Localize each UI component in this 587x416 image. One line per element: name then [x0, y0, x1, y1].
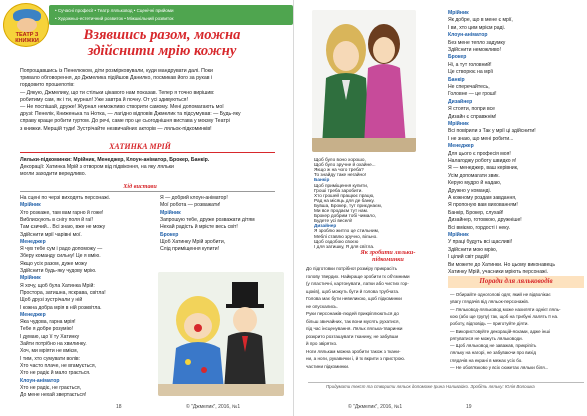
script-line: Я пропоную вам вихованням! — [448, 202, 518, 209]
tips-title-band — [448, 276, 584, 288]
dolls-how-to-title: Як зробити ляльки-підкоминки — [360, 249, 416, 263]
footer-right: © "Джмелик", 2016, №1 — [348, 404, 403, 410]
script-line: Щоб було воно хорошо, — [314, 157, 366, 162]
script-line: Хто часто плаче, не вгамується, — [20, 362, 97, 369]
dolls-text-line: розкрито розташувати тканину, не забувши — [306, 333, 399, 339]
speaker-name: Мрійник — [448, 121, 469, 127]
script-line: Меблі ставлю зручно, вільно. — [314, 233, 378, 239]
tip-line: — Щоб ляльковод не заважав, прикріпіть — [450, 343, 537, 349]
script-line: До мене нехай звертається! — [20, 392, 87, 399]
script-line: Хто розкаже, там вам гарно й гоже! — [20, 209, 104, 216]
script-line: Хоч, ми мріяти не вмієм, — [20, 348, 78, 355]
script-line: Гроші треба заробити. — [314, 187, 363, 193]
script-line: Ви можете до Хатинки. Но цьому виконавець — [448, 261, 555, 268]
tip-line: — Обирайте одноголові одяг, який не відволікає — [450, 292, 551, 297]
script-line: Яка чудова, гарна мрія! — [20, 319, 76, 326]
script-line: Налагоджу роботу швидко я! — [448, 158, 517, 164]
speaker-name: Мрійник — [160, 209, 181, 216]
script-line: Я зроблю житло це стильним, — [314, 228, 380, 234]
script-line: Там єзичий... Всі знаю, вже не можу — [20, 224, 106, 231]
tip-line: роботу, відповідь — приготуйте діяти. — [450, 321, 529, 327]
script-line: Слід приміщення купити! — [160, 246, 220, 253]
script-line: Щоб оздобою своєю — [314, 238, 359, 244]
dolls-text-line: частини підкоминки. — [306, 363, 350, 369]
script-line: Рад на місяць для де банку. — [314, 197, 375, 203]
dolls-photo-right — [312, 10, 416, 152]
script-line: Дизайнер, готовкою, дружніше! — [448, 217, 522, 224]
speaker-name: Брокер — [448, 54, 467, 61]
script-line: Дружно у команді. — [448, 187, 492, 194]
script-line: У праці будуть всі щасливі! — [448, 239, 513, 246]
cast-line: могли заходити вередливо. — [20, 171, 87, 178]
clown-and-manager-dolls-icon — [158, 272, 284, 396]
dolls-text-line: Ноги лялькам можна зробити також з ткани- — [306, 348, 401, 354]
script-line: І для затишку, Я для світла. — [314, 243, 375, 249]
script-line: Зберу команду сильну! Це я вмію. — [20, 253, 101, 260]
script-line: Нехай радість й мрієте весь світ! — [160, 224, 238, 231]
dolls-photo-left — [158, 272, 284, 396]
script-line: Всі повірили з Так у мрії ці здійснити! — [448, 128, 536, 135]
script-line: Для цього є професія моя! — [448, 150, 511, 157]
speaker-name: Клоун-аніматор — [448, 32, 488, 39]
intro-line: Попрощавшись із Пенелюком, діти розмірковували, куди мандрувати далі. Поки — [20, 68, 213, 74]
script-line: На сцені по черзі виходять персонажі. — [20, 195, 111, 201]
script-line: Будете усі веселі! — [314, 218, 353, 224]
script-line: Запрошую тебе, друже розважати дітям — [160, 216, 255, 223]
script-line: Керую мудро й надаю, — [448, 180, 502, 187]
speaker-name: Клоун-аніматор — [20, 377, 60, 384]
script-line: Якщо усіх разом, дуже можу — [20, 260, 87, 267]
speaker-name: Банкір — [314, 177, 330, 183]
tip-line: — Ляльковод-ляльковод може нахиляти однієї ляль- — [450, 306, 561, 312]
script-line: Хто не радіє, не грається, — [20, 384, 82, 391]
cast-line: Декорації: Хатинка Мрій з отвором від підвіконня, на яку ляльки — [20, 164, 174, 171]
intro-line: гордовито прошепотів: — [20, 82, 75, 89]
speaker-name: Мрійник — [448, 10, 469, 16]
script-line: Щоб було зручне й охайне... — [314, 162, 376, 168]
banker-and-designer-dolls-icon — [312, 10, 416, 152]
script-line: І ви, хто цим мрієм раді. — [448, 24, 506, 31]
play-title: ХАТИНКА МРІЙ — [109, 142, 171, 151]
script-line: Виблискують в снігу поля й гаї! — [20, 216, 93, 223]
intro-line: тривало обговорення, до Джмелика підійшов Данилко, посмикав його за рукав і — [20, 75, 213, 82]
script-line: Я — добрий клоун-аніматор! — [160, 195, 228, 201]
intro-line: з книжки. Мерщій туди! Зустрічайте незвичайних акторів — ляльок-підкоминків! — [20, 125, 212, 132]
intro-line: — Дякую, Джмелику, що ти стільки цікавого нам показав. Тепер я точно вирішив: — [20, 89, 215, 96]
script-line: Банкір, Брокер, слухай! — [448, 209, 504, 216]
rubric-line-1: • Сучасні професії • Театр ляльковод • Сценічні прийоми — [55, 8, 174, 13]
intro-line: — Не поспішай, друже! Журнал неможливо створити самому. Мені допомагають мої — [20, 104, 224, 110]
script-line: Всі вміємо, гордості і неку. — [448, 224, 510, 231]
script-line: Ми все продаєм тут нам. — [314, 208, 369, 213]
intro-line: справу краще робити гуртом. До речі, саме про це сьогоднішня вистава у моєму Театрі — [20, 118, 230, 125]
script-line: Я чув тебе сум і радо допоможу — — [20, 246, 103, 253]
speaker-name: Мрійник — [20, 202, 41, 209]
tip-line: ляльку на нагорі, не забуваючи про вихід — [450, 350, 537, 356]
script-line: Це створює на мрії — [448, 69, 493, 76]
script-line: Щоб друзі зустрічали у ній — [20, 297, 83, 304]
script-line: І думаю, що її ту Хатинку — [20, 333, 80, 340]
script-line: Мої робота — розважати! — [160, 202, 221, 209]
script-line: Я стояти, попри все — [448, 106, 495, 113]
script-line: Зайти потрібно на хвилинку. — [20, 341, 87, 347]
script-line: Головне — це гроші! — [448, 91, 497, 98]
script-line: Усім допомагати звик. — [448, 172, 500, 179]
speaker-name: Менеджер — [448, 143, 474, 150]
script-line: Як добре, що в мене є мрії, — [448, 17, 513, 24]
dolls-text-line: (у пластичні, картонувати, латки або чистих гор- — [306, 281, 409, 286]
script-line: Якщо ж на чого треба? — [314, 167, 364, 173]
act-rule — [20, 191, 275, 192]
dolls-text-line: більш звичайних, так вони мусять рухатися, — [306, 318, 400, 324]
speaker-name: Мрійник — [448, 232, 469, 238]
rubric-bar — [49, 5, 293, 25]
dolls-text-line: Голова має бути невеликою, щоб підкоминки — [306, 296, 402, 301]
dolls-text-line: щоків), щоб можуть бути й голова трубчата. — [306, 288, 400, 294]
script-line: Хто грошей пращює працю, — [314, 192, 375, 198]
script-line: Простора, затишна, яскрава, світла! — [20, 289, 106, 296]
dolls-text-line: не опускались. — [306, 303, 338, 309]
script-line: Не сперечайтесь, — [448, 84, 490, 90]
tip-line: — Використовуйте декорацій-ясками, адже інші — [450, 328, 550, 334]
tip-line: — Не обов'язково у всіх сюжетах ляльки біля... — [450, 365, 549, 370]
script-line: Щоб Хатинку Мрій зробити, — [160, 238, 226, 245]
dolls-text-line: під час інсценування. Ляльк лялька-тваринки — [306, 326, 403, 331]
page-number-left: 18 — [116, 404, 122, 410]
script-line: Я — менеджер, ваш керівник, — [448, 165, 519, 172]
theatre-logo — [3, 3, 49, 47]
script-line: Я хочу, щоб була Хатинка Мрій: — [20, 282, 95, 289]
intro-line: друзі: Пенелік, Книженька та Нотка, — лагідно відповів Джмелик та підсумував: — Будь-яку — [20, 111, 241, 118]
script-line: Тебе я добре розумію! — [20, 326, 73, 333]
footer-left: © "Джмелик", 2016, №1 — [186, 404, 241, 410]
speaker-name: Дизайнер — [448, 98, 473, 105]
script-line: І кожна добра мрія в ній розквітла. — [20, 304, 102, 311]
intro-line: робитиму сам, як і ти, журнал! Уже завтра й почну. От усі здивуються! — [20, 96, 188, 103]
dolls-text-line: Руки персонажів-людей прикріплюються до — [306, 311, 399, 316]
speaker-name: Банкір — [448, 76, 465, 83]
dolls-text-line: голову твердих. Найкраще зробити їх об'ємними — [306, 273, 410, 279]
page-title: Взявшись разом, можна здійснити мрію кожну — [83, 27, 241, 59]
speaker-name: Менеджер — [20, 238, 46, 245]
tips-title: Поради для ляльководів — [479, 277, 553, 285]
script-line: Хто не радіє й мало грається. — [20, 370, 91, 377]
script-line: І не знаю, що мені робити... — [448, 135, 514, 142]
script-line: Здійснити мою мрію, — [448, 246, 498, 253]
speaker-name: Дизайнер — [314, 223, 337, 229]
credit-line: Придумати текст та створити ляльок допоможе Ірина Наливайко. Зробіть ляльку: Юлія Волошка — [326, 384, 535, 389]
script-line: Ні, а тут головний! — [448, 61, 492, 68]
script-line: Брокер добрим тобі чимало, — [314, 213, 377, 219]
page-fold — [293, 0, 294, 416]
rubric-line-2: • Художньо-естетичний розвиток • Міжшкільний розвиток — [55, 16, 174, 21]
script-line: Здійснити мрії чарівні мої. — [20, 231, 82, 238]
script-line: Дизайн є справжнім! — [448, 113, 497, 120]
tip-line: увагу глядачів від ляльок-персонажів. — [450, 299, 530, 305]
speaker-name: Брокер — [160, 231, 179, 238]
script-line: Хатинку Мрій, учасники мріють персонажі. — [448, 269, 549, 275]
speaker-name: Менеджер — [20, 311, 46, 318]
script-line: Без мене тепло задумку — [448, 39, 506, 46]
cast-line: Ляльки-підкоминки: Мрійник, Менеджер, Клоун-аніматор, Брокер, Банкір. — [20, 157, 210, 163]
act-title: Хід вистави — [123, 183, 157, 190]
script-line: Здійснити неможливо! — [448, 47, 501, 53]
script-line: Щоб приміщення купити, — [314, 182, 369, 188]
script-line: І тим, хто сумувати волів: — [20, 355, 81, 362]
credit-rule — [308, 382, 584, 383]
speaker-name: Мрійник — [20, 275, 41, 282]
dolls-text-line: До підготовки потрібної розміру прикрасіть — [306, 266, 397, 271]
script-line: А кожному роздам завдання, — [448, 195, 517, 201]
logo-text: ТЕАТР З КНИЖКИ — [15, 32, 39, 44]
script-line: Здійснити будь-яку чудову мрію. — [20, 268, 97, 274]
page-number-right: 19 — [466, 404, 472, 410]
script-line: Бувша, Брокер, тут приєднаєм, — [314, 202, 382, 208]
dolls-text-line: й про звірятко. — [306, 341, 338, 346]
tip-line: кою (або ще групу) так, щоб на трибуні лалять її на. — [450, 313, 559, 319]
play-rule — [20, 152, 275, 153]
logo-face-icon — [17, 18, 37, 32]
tip-line: глядачів на екрані в межах усіх бо. — [450, 357, 523, 363]
dolls-text-line: ни, а ноги, рукавички і, й їх вкрити з пристрою. — [306, 356, 406, 361]
script-line: То знайду таке негайно! — [314, 172, 366, 178]
tip-line: рятуватися не можуть ляльководи. — [450, 335, 523, 341]
script-line: І цілий світ радій! — [448, 254, 490, 261]
